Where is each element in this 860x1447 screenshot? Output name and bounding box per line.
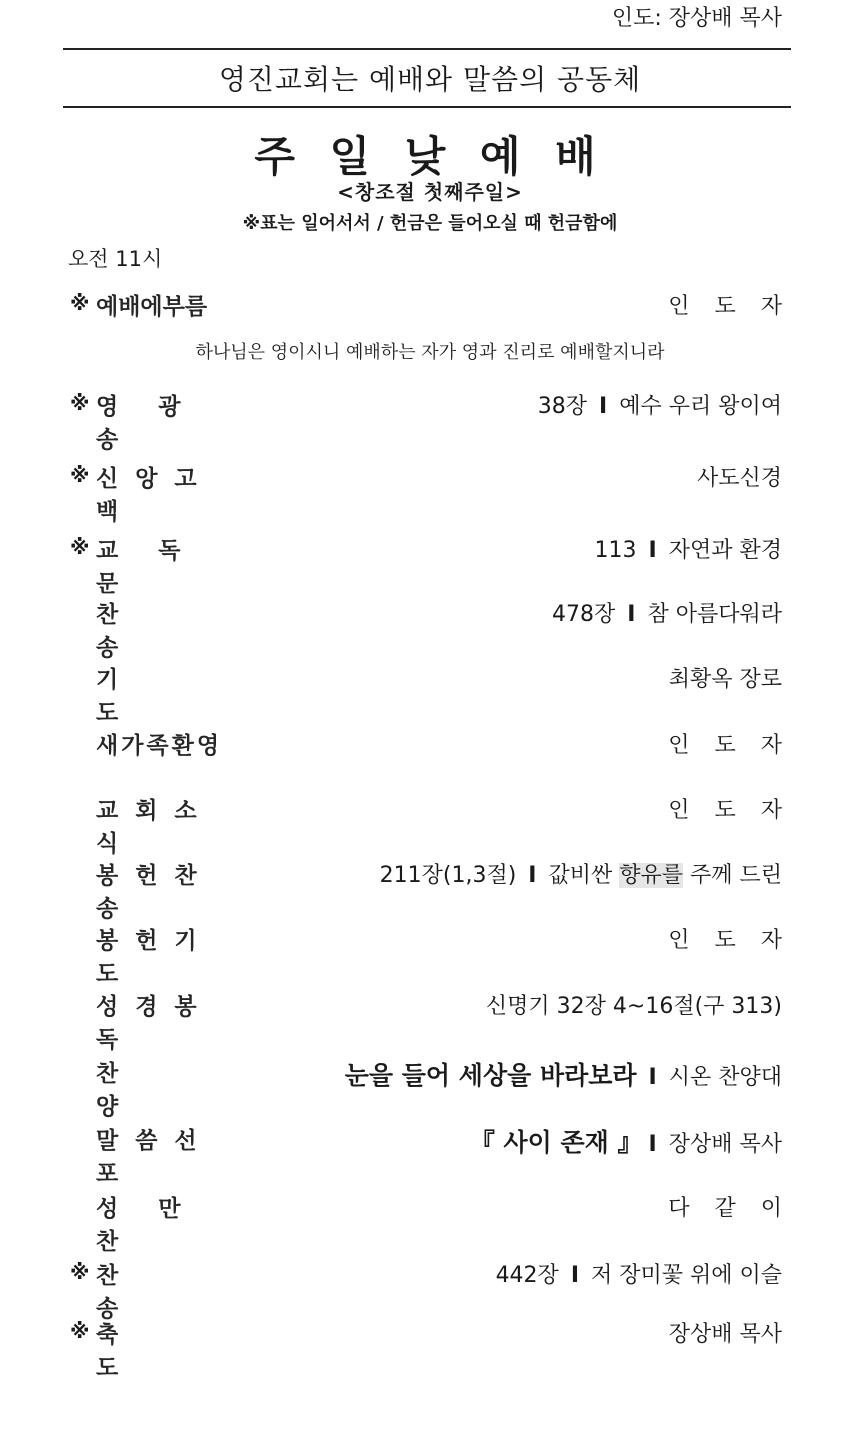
motto-rule bbox=[63, 106, 791, 108]
church-motto: 영진교회는 예배와 말씀의 공동체 bbox=[218, 63, 642, 96]
order-row-benediction bbox=[0, 1316, 860, 1381]
page-title: 주 일 낮 예 배 bbox=[254, 132, 606, 181]
order-row-hymn bbox=[0, 596, 860, 661]
order-detail: 38장 I 예수 우리 왕이여 bbox=[537, 394, 782, 419]
order-label: 영광송 bbox=[96, 394, 221, 453]
order-label: 예배에부름 bbox=[96, 294, 208, 320]
order-row-offertory-prayer bbox=[0, 922, 860, 987]
order-row-gloria bbox=[0, 388, 860, 453]
order-detail: 『 사이 존재 』 I 장상배 목사 bbox=[469, 1128, 782, 1157]
order-label: 찬송 bbox=[96, 602, 219, 661]
order-detail: 211장(1,3절) I 값비싼 향유를 주께 드린 bbox=[379, 863, 782, 888]
order-row-responsive-reading bbox=[0, 532, 860, 597]
standing-mark: ※ bbox=[70, 1260, 90, 1284]
order-label: 찬송 bbox=[96, 1263, 219, 1322]
order-label: 축도 bbox=[96, 1322, 219, 1381]
service-time: 오전 11시 bbox=[68, 247, 163, 271]
highlighted-word: 향유를 bbox=[619, 863, 683, 888]
order-detail: 인 도 자 bbox=[668, 294, 791, 319]
standing-note: ※표는 일어서서 / 헌금은 들어오실 때 헌금함에 bbox=[242, 213, 618, 234]
order-label: 신앙고백 bbox=[96, 466, 214, 525]
order-label: 성만찬 bbox=[96, 1196, 221, 1255]
standing-mark: ※ bbox=[70, 1319, 90, 1343]
order-label: 말씀선포 bbox=[96, 1128, 214, 1187]
order-detail: 인 도 자 bbox=[668, 798, 791, 823]
standing-mark: ※ bbox=[70, 463, 90, 487]
order-row-creed bbox=[0, 460, 860, 525]
order-detail: 인 도 자 bbox=[668, 928, 791, 953]
order-detail: 478장 I 참 아름다워라 bbox=[552, 602, 782, 627]
standing-mark: ※ bbox=[70, 391, 90, 415]
service-leader: 인도: 장상배 목사 bbox=[611, 6, 782, 31]
top-rule bbox=[63, 48, 791, 50]
order-detail: 장상배 목사 bbox=[668, 1322, 782, 1347]
order-detail: 사도신경 bbox=[696, 466, 782, 491]
order-row-prayer bbox=[0, 661, 860, 726]
order-row-announcements bbox=[0, 792, 860, 857]
order-detail: 인 도 자 bbox=[668, 733, 791, 758]
order-row-closing-hymn bbox=[0, 1257, 860, 1322]
standing-mark: ※ bbox=[70, 535, 90, 559]
call-to-worship-verse: 하나님은 영이시니 예배하는 자가 영과 진리로 예배할지니라 bbox=[195, 342, 665, 363]
order-detail: 최황옥 장로 bbox=[668, 667, 782, 692]
order-row-offertory-hymn bbox=[0, 857, 860, 922]
order-row-scripture bbox=[0, 988, 860, 1053]
order-label: 찬양 bbox=[96, 1061, 219, 1120]
order-row-communion bbox=[0, 1190, 860, 1255]
order-label: 봉헌기도 bbox=[96, 928, 214, 987]
order-label: 새가족환영 bbox=[96, 733, 223, 759]
order-row-call-to-worship bbox=[0, 288, 860, 324]
order-detail: 신명기 32장 4~16절(구 313) bbox=[485, 994, 782, 1019]
order-detail: 113 I 자연과 환경 bbox=[594, 538, 782, 563]
standing-mark: ※ bbox=[70, 291, 90, 315]
order-detail: 442장 I 저 장미꽃 위에 이슬 bbox=[495, 1263, 782, 1288]
order-label: 교회소식 bbox=[96, 798, 214, 857]
order-row-sermon bbox=[0, 1122, 860, 1187]
order-row-anthem bbox=[0, 1055, 860, 1120]
sermon-title: 『 사이 존재 』 bbox=[469, 1128, 643, 1157]
order-label: 성경봉독 bbox=[96, 994, 214, 1053]
service-subtitle: <창조절 첫째주일> bbox=[337, 180, 523, 204]
order-detail: 눈을 들어 세상을 바라보라 I 시온 찬양대 bbox=[344, 1061, 782, 1090]
order-row-welcome bbox=[0, 727, 860, 763]
order-detail: 다 같 이 bbox=[668, 1196, 791, 1221]
order-label: 기도 bbox=[96, 667, 219, 726]
order-label: 봉헌찬송 bbox=[96, 863, 214, 922]
order-label: 교독문 bbox=[96, 538, 221, 597]
